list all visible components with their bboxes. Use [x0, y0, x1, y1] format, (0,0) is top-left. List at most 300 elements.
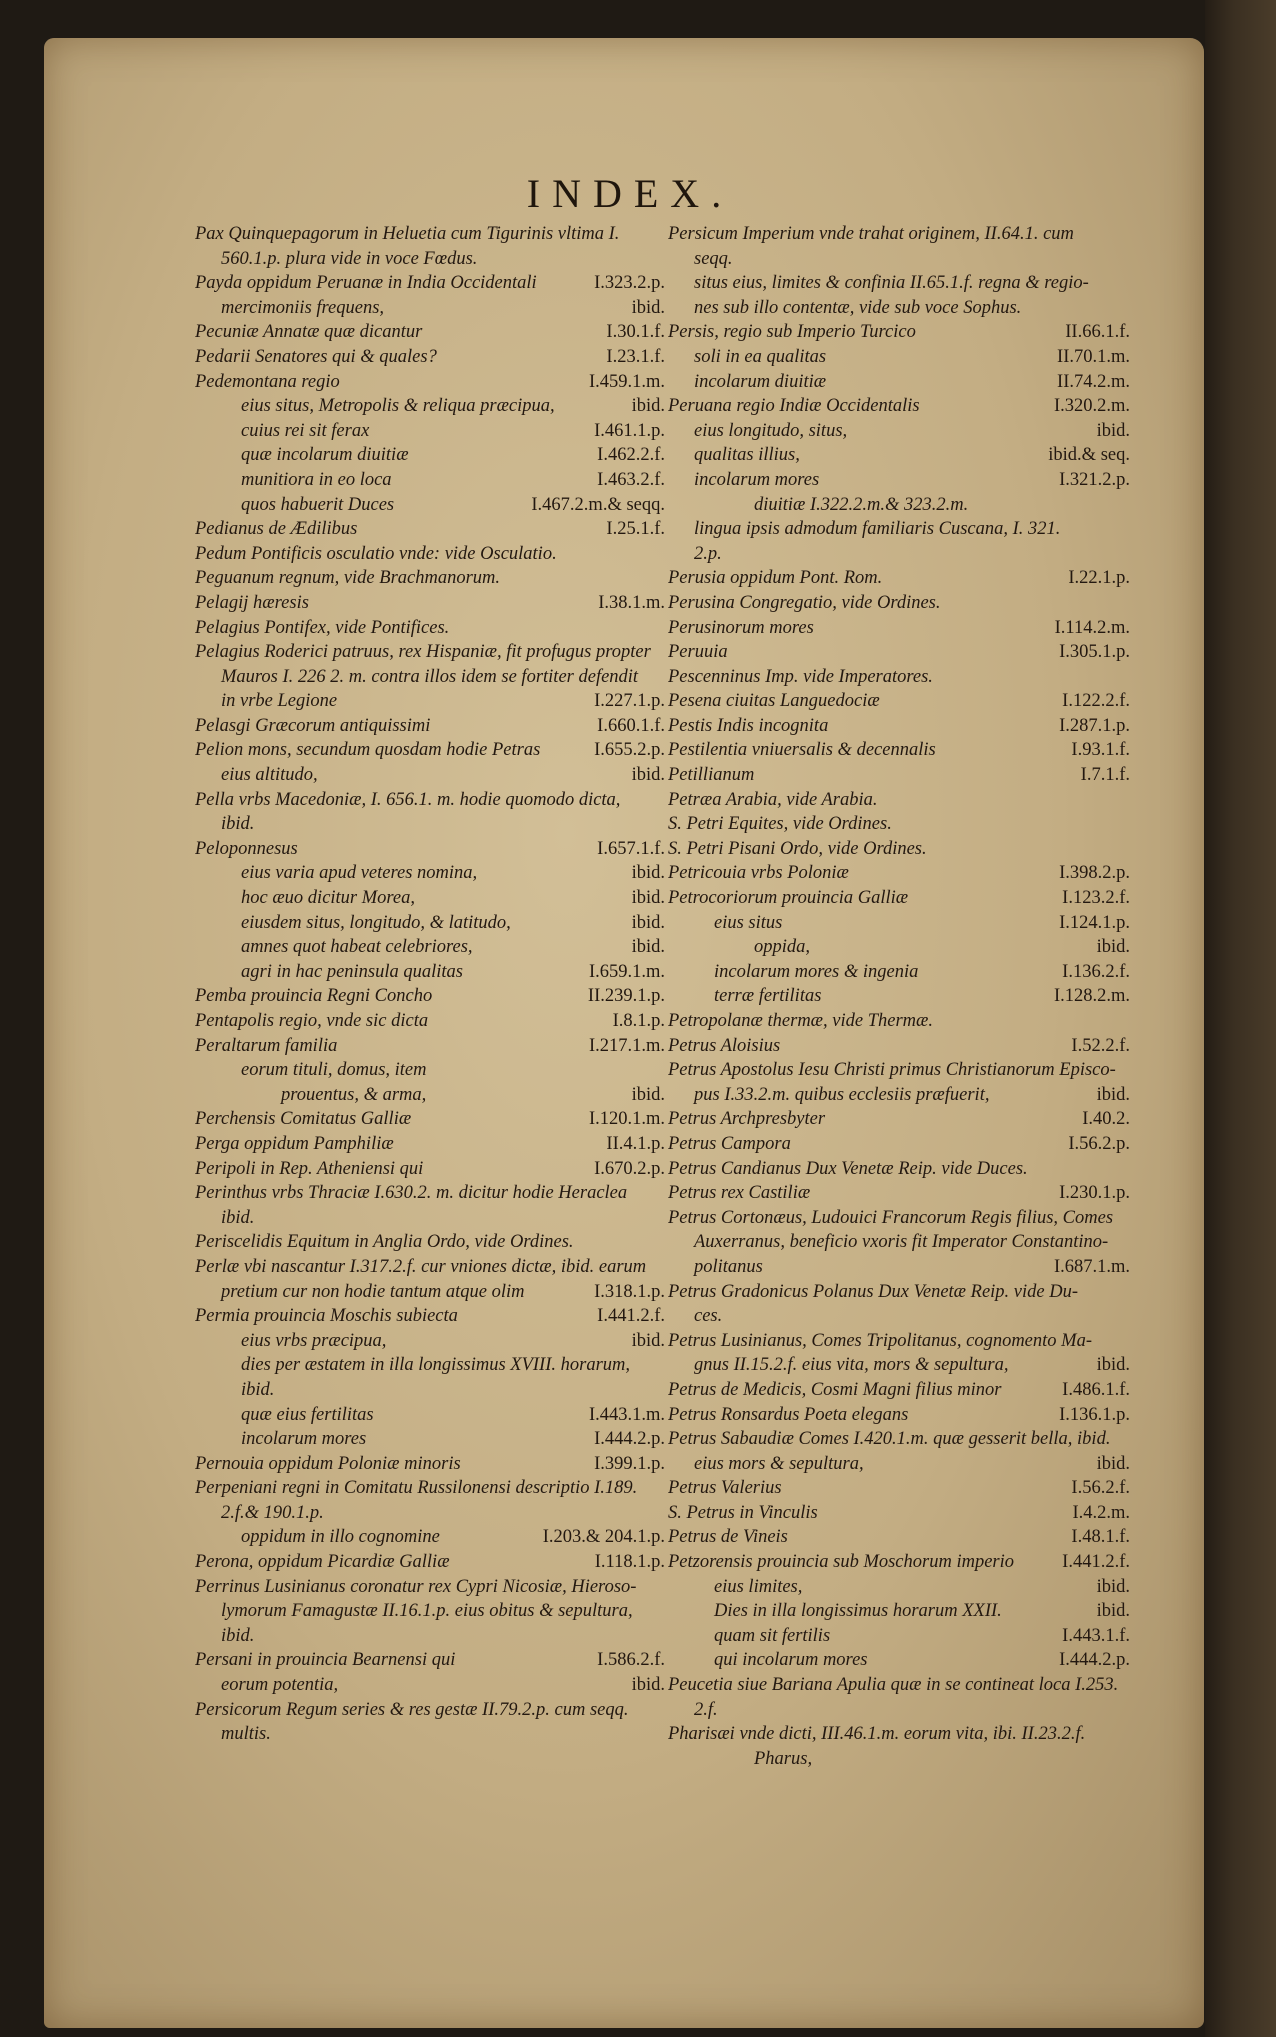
index-entry: [668, 1378, 1130, 1403]
entry-reference: ibid.: [631, 1675, 665, 1696]
entry-reference: I.48.1.f.: [1071, 1527, 1130, 1548]
entry-text: eius longitudo, situs,: [694, 420, 848, 441]
index-entry: [195, 738, 665, 763]
index-entry: [195, 935, 665, 960]
entry-text: Pharus,: [754, 1748, 813, 1769]
index-entry: [668, 517, 1130, 542]
entry-text: pretium cur non hodie tantum atque olim: [221, 1281, 525, 1302]
index-entry: [195, 1575, 665, 1600]
entry-reference: I.114.2.m.: [1054, 617, 1130, 638]
index-entry: [195, 1280, 665, 1305]
index-entry: [668, 443, 1130, 468]
index-entry: [668, 296, 1130, 321]
entry-text: Mauros I. 226 2. m. contra illos idem se fortiter defendit: [221, 666, 639, 687]
entry-reference: I.230.1.p.: [1059, 1183, 1130, 1204]
entry-reference: I.22.1.p.: [1068, 568, 1130, 589]
index-entry: [195, 886, 665, 911]
entry-text: oppidum in illo cognomine: [241, 1527, 440, 1548]
index-entry: [195, 1107, 665, 1132]
index-entry: [195, 1009, 665, 1034]
entry-text: Perlæ vbi nascantur I.317.2.f. cur vniones dictæ, ibid. earum: [195, 1256, 647, 1277]
entry-reference: I.323.2.p.: [594, 273, 665, 294]
index-entry: [195, 640, 665, 665]
entry-text: terræ fertilitas: [714, 986, 822, 1007]
index-entry: [195, 1452, 665, 1477]
entry-reference: ibid.: [631, 396, 665, 417]
index-entry: [195, 1698, 665, 1723]
index-entry: [668, 1673, 1130, 1698]
entry-text: quæ eius fertilitas: [241, 1404, 374, 1425]
page-title: INDEX.: [526, 171, 734, 216]
index-entry: [195, 1058, 665, 1083]
entry-text: eius situs: [714, 912, 783, 933]
index-entry: [668, 812, 1130, 837]
entry-reference: I.586.2.f.: [597, 1650, 665, 1671]
entry-reference: ibid.: [1096, 1355, 1130, 1376]
entry-text: prouentus, & arma,: [281, 1084, 427, 1105]
entry-reference: ibid.: [631, 863, 665, 884]
index-entry: [668, 1722, 1130, 1747]
index-entry: [195, 468, 665, 493]
entry-reference: ibid.: [631, 297, 665, 318]
index-entry: [668, 984, 1130, 1009]
entry-text: Petræa Arabia, vide Arabia.: [668, 789, 878, 810]
entry-text: amnes quot habeat celebriores,: [241, 937, 473, 958]
index-entry: [668, 271, 1130, 296]
entry-text: S. Petrus in Vinculis: [668, 1502, 818, 1523]
entry-text: qualitas illius,: [694, 445, 800, 466]
entry-text: lymorum Famagustæ II.16.1.p. eius obitus & sepultura,: [221, 1601, 633, 1622]
index-entry: [195, 296, 665, 321]
entry-text: Peguanum regnum, vide Brachmanorum.: [195, 568, 501, 589]
entry-reference: I.486.1.f.: [1062, 1379, 1130, 1400]
index-entry: [195, 247, 665, 272]
index-entry: [195, 788, 665, 813]
index-entry: [195, 1206, 665, 1231]
index-entry: [195, 812, 665, 837]
index-entry: [195, 566, 665, 591]
index-entry: [195, 1648, 665, 1673]
entry-text: Pelagij hæresis: [195, 592, 309, 613]
entry-text: Pelagius Pontifex, vide Pontifices.: [195, 617, 450, 638]
entry-reference: I.462.2.f.: [597, 445, 665, 466]
index-entry: [668, 1009, 1130, 1034]
entry-reference: I.444.2.p.: [1059, 1650, 1130, 1671]
index-entry: [668, 1525, 1130, 1550]
entry-text: Perrinus Lusinianus coronatur rex Cypri Nicosiæ, Hieroso-: [195, 1576, 637, 1597]
index-entry: [668, 370, 1130, 395]
index-entry: [195, 616, 665, 641]
entry-text: Petrus rex Castiliæ: [668, 1183, 811, 1204]
entry-reference: I.217.1.m.: [588, 1035, 665, 1056]
entry-text: eorum tituli, domus, item: [241, 1060, 427, 1081]
entry-text: Perchensis Comitatus Galliæ: [195, 1109, 412, 1130]
entry-text: Peraltarum familia: [195, 1035, 338, 1056]
entry-text: Petrus de Vineis: [668, 1527, 788, 1548]
entry-reference: I.93.1.f.: [1071, 740, 1130, 761]
entry-text: Persicum Imperium vnde trahat originem, II.64.1. cum: [668, 224, 1074, 244]
index-entry: [195, 271, 665, 296]
entry-text: Pedum Pontificis osculatio vnde: vide Osculatio.: [195, 543, 557, 564]
entry-reference: I.398.2.p.: [1059, 863, 1130, 884]
index-entry: [668, 911, 1130, 936]
entry-text: Pesena ciuitas Languedociæ: [668, 691, 880, 712]
entry-text: Petrus Sabaudiæ Comes I.420.1.m. quæ gesserit bella, ibid.: [668, 1429, 1111, 1450]
entry-text: mercimoniis frequens,: [221, 297, 385, 318]
entry-text: Petrus Archpresbyter: [668, 1109, 826, 1130]
entry-text: Peruana regio Indiæ Occidentalis: [668, 396, 920, 417]
entry-text: Petricouia vrbs Poloniæ: [668, 863, 849, 884]
entry-text: Payda oppidum Peruanæ in India Occidentali: [195, 273, 537, 294]
index-entry: [668, 935, 1130, 960]
entry-text: Peloponnesus: [195, 838, 298, 859]
entry-text: Perona, oppidum Picardiæ Galliæ: [195, 1552, 450, 1573]
entry-text: quos habuerit Duces: [241, 494, 395, 515]
entry-text: 2.p.: [694, 543, 722, 564]
entry-text: Petrus Candianus Dux Venetæ Reip. vide Duces.: [668, 1158, 1028, 1179]
entry-text: Pemba prouincia Regni Concho: [195, 986, 433, 1007]
index-entry: [668, 591, 1130, 616]
entry-reference: I.8.1.p.: [612, 1011, 665, 1031]
entry-text: gnus II.15.2.f. eius vita, mors & sepultura,: [694, 1355, 1009, 1376]
entry-text: S. Petri Equites, vide Ordines.: [668, 814, 892, 835]
index-entry: [668, 616, 1130, 641]
index-entry: [195, 591, 665, 616]
entry-reference: I.318.1.p.: [594, 1281, 665, 1302]
index-entry: [668, 1452, 1130, 1477]
entry-text: nes sub illo contentæ, vide sub voce Sophus.: [694, 297, 1022, 318]
entry-text: eius mors & sepultura,: [694, 1453, 864, 1474]
entry-text: Petrus Aloisius: [668, 1035, 781, 1056]
index-entry: [668, 714, 1130, 739]
index-entry: [195, 1378, 665, 1403]
entry-text: dies per æstatem in illa longissimus XVIII. horarum,: [241, 1355, 631, 1376]
index-entry: [195, 689, 665, 714]
entry-text: pus I.33.2.m. quibus ecclesiis præfuerit,: [694, 1084, 990, 1105]
index-entry: [195, 443, 665, 468]
entry-text: Persis, regio sub Imperio Turcico: [668, 322, 916, 343]
entry-reference: I.30.1.f.: [606, 322, 665, 343]
entry-text: agri in hac peninsula qualitas: [241, 961, 463, 982]
index-entry: [668, 1599, 1130, 1624]
entry-text: in vrbe Legione: [221, 691, 338, 712]
entry-text: munitiora in eo loca: [241, 469, 392, 490]
index-entry: [195, 1304, 665, 1329]
index-entry: [668, 1648, 1130, 1673]
index-entry: [668, 960, 1130, 985]
entry-text: Petrus Valerius: [668, 1478, 782, 1499]
index-entry: [195, 1550, 665, 1575]
entry-text: hoc æuo dicitur Morea,: [241, 888, 416, 909]
entry-reference: I.25.1.f.: [606, 519, 665, 540]
entry-text: oppida,: [754, 937, 811, 958]
index-entry: [668, 1476, 1130, 1501]
entry-text: Pella vrbs Macedoniæ, I. 656.1. m. hodie quomodo dicta,: [195, 789, 621, 810]
index-column-right: [668, 222, 1130, 1771]
index-entry: [195, 542, 665, 567]
entry-text: Perinthus vrbs Thraciæ I.630.2. m. dicitur hodie Heraclea: [195, 1183, 628, 1204]
entry-text: Petrocoriorum prouincia Galliæ: [668, 888, 909, 909]
index-entry: [195, 1157, 665, 1182]
index-entry: [668, 738, 1130, 763]
index-entry: [195, 1329, 665, 1354]
entry-reference: ibid.: [631, 912, 665, 933]
index-entry: [195, 1501, 665, 1526]
index-entry: [195, 493, 665, 518]
index-entry: [668, 1501, 1130, 1526]
entry-text: Petillianum: [668, 765, 755, 786]
entry-text: Auxerranus, beneficio vxoris fit Imperator Constantino-: [694, 1232, 1109, 1253]
entry-text: eorum potentia,: [221, 1675, 339, 1696]
index-entry: [668, 1181, 1130, 1206]
entry-reference: I.441.2.f.: [597, 1306, 665, 1327]
entry-text: cuius rei sit ferax: [241, 420, 370, 441]
entry-reference: I.136.2.f.: [1062, 961, 1130, 982]
index-entry: [195, 1034, 665, 1059]
entry-reference: I.124.1.p.: [1059, 912, 1130, 933]
entry-text: Periscelidis Equitum in Anglia Ordo, vide Ordines.: [195, 1232, 574, 1253]
index-entry: [668, 345, 1130, 370]
entry-reference: I.227.1.p.: [594, 691, 665, 712]
entry-reference: II.239.1.p.: [587, 986, 665, 1007]
index-entry: [195, 1624, 665, 1649]
entry-text: Permia prouincia Moschis subiecta: [195, 1306, 458, 1327]
entry-reference: I.136.1.p.: [1059, 1404, 1130, 1425]
entry-text: ibid.: [221, 1625, 255, 1646]
index-entry: [668, 1403, 1130, 1428]
entry-reference: ibid.: [1096, 1453, 1130, 1474]
entry-reference: I.56.2.f.: [1071, 1478, 1130, 1499]
index-entry: [668, 1427, 1130, 1452]
entry-text: politanus: [694, 1256, 763, 1277]
index-entry: [195, 1255, 665, 1280]
entry-text: Petrus Lusinianus, Comes Tripolitanus, cognomento Ma-: [668, 1330, 1092, 1351]
index-entry: [668, 1304, 1130, 1329]
entry-text: soli in ea qualitas: [694, 346, 827, 367]
entry-reference: I.52.2.f.: [1071, 1035, 1130, 1056]
entry-text: 560.1.p. plura vide in voce Fœdus.: [221, 248, 478, 269]
index-entry: [668, 1230, 1130, 1255]
entry-text: eius limites,: [714, 1576, 803, 1597]
entry-text: Pentapolis regio, vnde sic dicta: [195, 1011, 429, 1031]
index-entry: [668, 1107, 1130, 1132]
entry-text: quæ incolarum diuitiæ: [241, 445, 409, 466]
index-entry: [668, 1353, 1130, 1378]
entry-text: Pedianus de Ædilibus: [195, 519, 358, 540]
entry-text: eius vrbs præcipua,: [241, 1330, 387, 1351]
entry-text: lingua ipsis admodum familiaris Cuscana, I. 321.: [694, 519, 1061, 540]
entry-reference: I.443.1.f.: [1062, 1625, 1130, 1646]
entry-text: eius situs, Metropolis & reliqua præcipua,: [241, 396, 555, 417]
entry-reference: II.70.1.m.: [1057, 346, 1130, 367]
entry-reference: ibid.: [631, 1084, 665, 1105]
index-entry: [668, 222, 1130, 247]
entry-text: quam sit fertilis: [714, 1625, 831, 1646]
entry-text: Peucetia siue Bariana Apulia quæ in se contineat loca I.253.: [668, 1675, 1119, 1696]
entry-reference: II.66.1.f.: [1065, 322, 1130, 343]
entry-reference: I.128.2.m.: [1053, 986, 1130, 1007]
entry-reference: I.203.& 204.1.p.: [542, 1527, 665, 1548]
index-entry: [668, 1255, 1130, 1280]
entry-reference: ibid.: [631, 1330, 665, 1351]
index-entry: [195, 1476, 665, 1501]
entry-reference: II.74.2.m.: [1057, 371, 1130, 392]
entry-text: S. Petri Pisani Ordo, vide Ordines.: [668, 838, 927, 859]
index-entry: [195, 1132, 665, 1157]
entry-text: Petrus Gradonicus Polanus Dux Venetæ Reip. vide Du-: [668, 1281, 1079, 1302]
index-entry: [668, 1058, 1130, 1083]
entry-text: Perpeniani regni in Comitatu Russilonensi descriptio I.189.: [195, 1478, 638, 1499]
entry-text: eius altitudo,: [221, 765, 318, 786]
entry-reference: ibid.: [1096, 1084, 1130, 1105]
entry-reference: II.4.1.p.: [606, 1133, 665, 1154]
entry-text: ibid.: [221, 814, 255, 835]
entry-reference: I.4.2.m.: [1072, 1502, 1130, 1523]
entry-reference: I.670.2.p.: [594, 1158, 665, 1179]
index-entry: [668, 394, 1130, 419]
index-entry: [195, 714, 665, 739]
index-entry: [668, 1132, 1130, 1157]
index-entry: [668, 665, 1130, 690]
index-entry: [195, 984, 665, 1009]
entry-reference: I.659.1.m.: [588, 961, 665, 982]
entry-text: incolarum mores & ingenia: [714, 961, 919, 982]
index-entry: [195, 1722, 665, 1747]
index-entry: [195, 861, 665, 886]
entry-reference: ibid.: [1096, 1601, 1130, 1622]
index-entry: [668, 886, 1130, 911]
index-entry: [195, 911, 665, 936]
index-entry: [668, 1083, 1130, 1108]
entry-text: Pedarii Senatores qui & quales?: [195, 346, 437, 367]
index-entry: [195, 370, 665, 395]
entry-reference: I.7.1.f.: [1080, 765, 1130, 786]
entry-text: Pecuniæ Annatæ quæ dicantur: [195, 322, 423, 343]
index-entry: [195, 1427, 665, 1452]
index-entry: [195, 517, 665, 542]
index-entry: [668, 861, 1130, 886]
entry-reference: ibid.: [1096, 420, 1130, 441]
index-entry: [668, 1034, 1130, 1059]
entry-text: diuitiæ I.322.2.m.& 323.2.m.: [754, 494, 969, 515]
index-entry: [668, 1329, 1130, 1354]
entry-text: eiusdem situs, longitudo, & latitudo,: [241, 912, 511, 933]
entry-text: Pestilentia vniuersalis & decennalis: [668, 740, 936, 761]
entry-text: Perga oppidum Pamphiliæ: [195, 1133, 394, 1154]
index-entry: [195, 394, 665, 419]
entry-text: eius varia apud veteres nomina,: [241, 863, 478, 884]
index-entry: [195, 222, 665, 247]
entry-reference: I.38.1.m.: [598, 592, 665, 613]
entry-reference: ibid.: [1096, 1576, 1130, 1597]
entry-text: Pelagius Roderici patruus, rex Hispaniæ, fit profugus propter: [195, 642, 651, 663]
entry-reference: ibid.: [631, 937, 665, 958]
entry-text: Persani in prouincia Bearnensi qui: [195, 1650, 456, 1671]
entry-text: Petrus de Medicis, Cosmi Magni filius minor: [668, 1379, 1002, 1400]
entry-text: Pelion mons, secundum quosdam hodie Petras: [195, 740, 541, 761]
entry-text: Pescenninus Imp. vide Imperatores.: [668, 666, 933, 687]
entry-text: incolarum diuitiæ: [694, 371, 827, 392]
entry-reference: I.441.2.f.: [1062, 1552, 1130, 1573]
entry-reference: I.56.2.p.: [1068, 1133, 1130, 1154]
entry-reference: I.660.1.f.: [597, 715, 665, 736]
entry-text: Pax Quinquepagorum in Heluetia cum Tigurinis vltima I.: [195, 224, 620, 244]
entry-text: qui incolarum mores: [714, 1650, 868, 1671]
entry-text: Pestis Indis incognita: [668, 715, 829, 736]
index-entry: [195, 960, 665, 985]
entry-text: Petzorensis prouincia sub Moschorum imperio: [668, 1552, 1014, 1573]
entry-reference: I.467.2.m.& seqq.: [531, 494, 665, 515]
entry-reference: I.463.2.f.: [597, 469, 665, 490]
entry-reference: I.657.1.f.: [597, 838, 665, 859]
index-entry: [668, 1550, 1130, 1575]
index-entry: [195, 1673, 665, 1698]
entry-text: Petrus Ronsardus Poeta elegans: [668, 1404, 909, 1425]
entry-text: Peruuia: [668, 642, 728, 663]
entry-text: situs eius, limites & confinia II.65.1.f. regna & regio-: [694, 273, 1089, 294]
index-entry: [195, 1230, 665, 1255]
entry-text: Perusinorum mores: [668, 617, 814, 638]
entry-text: Perusia oppidum Pont. Rom.: [668, 568, 883, 589]
index-entry: [668, 1206, 1130, 1231]
entry-text: Petrus Apostolus Iesu Christi primus Christianorum Episco-: [668, 1060, 1116, 1081]
index-entry: [668, 320, 1130, 345]
entry-reference: I.305.1.p.: [1059, 642, 1130, 663]
entry-text: seqq.: [694, 248, 733, 269]
entry-text: Pelasgi Græcorum antiquissimi: [195, 715, 431, 736]
entry-text: Petrus Campora: [668, 1133, 791, 1154]
entry-text: ces.: [694, 1306, 723, 1327]
entry-reference: I.40.2.: [1082, 1109, 1130, 1130]
entry-reference: I.459.1.m.: [588, 371, 665, 392]
entry-text: incolarum mores: [241, 1429, 367, 1450]
index-entry: [195, 1525, 665, 1550]
index-entry: [195, 1353, 665, 1378]
index-entry: [668, 640, 1130, 665]
entry-reference: I.120.1.m.: [588, 1109, 665, 1130]
entry-reference: I.444.2.p.: [594, 1429, 665, 1450]
entry-reference: I.321.2.p.: [1059, 469, 1130, 490]
entry-reference: I.287.1.p.: [1059, 715, 1130, 736]
entry-reference: ibid.: [1096, 937, 1130, 958]
entry-text: Pernouia oppidum Poloniæ minoris: [195, 1453, 461, 1474]
index-entry: [668, 1575, 1130, 1600]
entry-reference: I.122.2.f.: [1062, 691, 1130, 712]
entry-reference: I.123.2.f.: [1062, 888, 1130, 909]
index-entry: [668, 247, 1130, 272]
entry-reference: I.443.1.m.: [588, 1404, 665, 1425]
index-entry: [668, 566, 1130, 591]
entry-text: Pharisæi vnde dicti, III.46.1.m. eorum vita, ibi. II.23.2.f.: [668, 1724, 1086, 1745]
entry-reference: I.461.1.p.: [594, 420, 665, 441]
index-entry: [668, 468, 1130, 493]
entry-reference: ibid.& seq.: [1048, 445, 1130, 466]
entry-reference: I.320.2.m.: [1053, 396, 1130, 417]
entry-text: Petrus Cortonæus, Ludouici Francorum Regis filius, Comes: [668, 1207, 1114, 1228]
entry-reference: I.655.2.p.: [594, 740, 665, 761]
index-entry: [668, 837, 1130, 862]
entry-text: 2.f.: [694, 1699, 718, 1720]
entry-reference: ibid.: [631, 765, 665, 786]
index-entry: [195, 419, 665, 444]
entry-reference: ibid.: [631, 888, 665, 909]
index-entry: [195, 1599, 665, 1624]
index-entry: [195, 665, 665, 690]
index-entry: [195, 763, 665, 788]
entry-text: Dies in illa longissimus horarum XXII.: [714, 1601, 1002, 1622]
index-entry: [195, 1181, 665, 1206]
index-entry: [668, 1157, 1130, 1182]
